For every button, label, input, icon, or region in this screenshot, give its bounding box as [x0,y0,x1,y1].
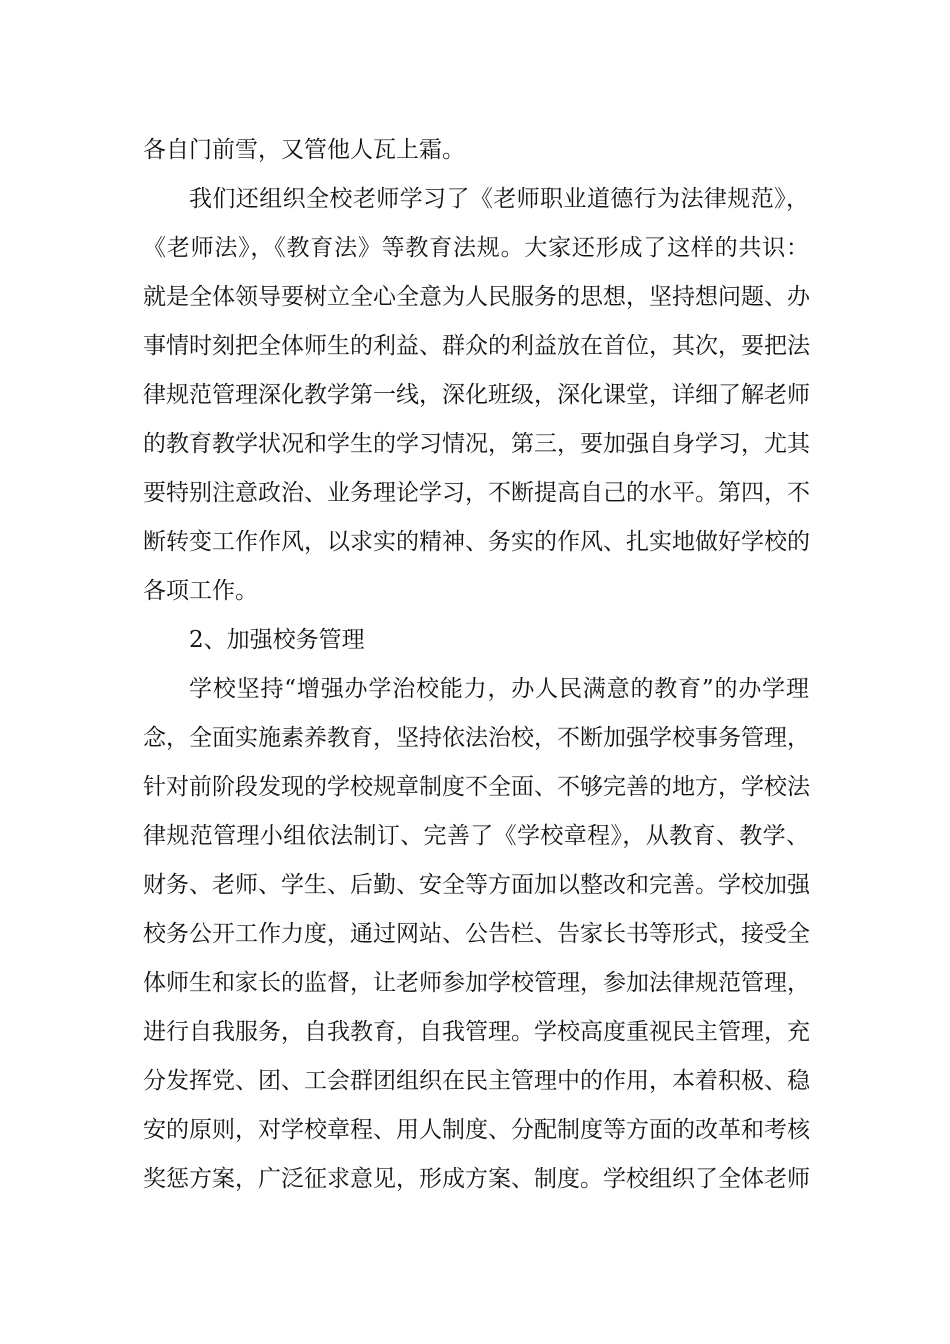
paragraph-line: 《老师法》，《教育法》等教育法规。大家还形成了这样的共识： [143,235,809,261]
paragraph-line: 就是全体领导要树立全心全意为人民服务的思想，坚持想问题、办 [143,284,810,310]
paragraph-line: 的教育教学状况和学生的学习情况，第三，要加强自身学习，尤其 [143,431,810,457]
paragraph-line: 各自门前雪，又管他人瓦上霜。 [143,137,465,163]
paragraph-line: 分发挥党、团、工会群团组织在民主管理中的作用，本着积极、稳 [143,1068,810,1094]
paragraph-line: 财务、老师、学生、后勤、安全等方面加以整改和完善。学校加强 [143,872,810,898]
paragraph-line: 律规范管理小组依法制订、完善了《学校章程》，从教育、教学、 [143,823,809,849]
paragraph-line: 律规范管理深化教学第一线，深化班级，深化课堂，详细了解老师 [143,382,810,408]
section-heading: 2、加强校务管理 [189,627,365,653]
paragraph-line: 事情时刻把全体师生的利益、群众的利益放在首位，其次，要把法 [143,333,810,359]
paragraph-line: 进行自我服务，自我教育，自我管理。学校高度重视民主管理，充 [143,1019,810,1045]
paragraph-line: 奖惩方案，广泛征求意见，形成方案、制度。学校组织了全体老师 [143,1166,810,1192]
paragraph-line: 学校坚持“增强办学治校能力，办人民满意的教育”的办学理 [189,676,809,702]
paragraph-line: 针对前阶段发现的学校规章制度不全面、不够完善的地方，学校法 [143,774,810,800]
paragraph-line: 断转变工作作风，以求实的精神、务实的作风、扎实地做好学校的 [143,529,810,555]
paragraph-line: 要特别注意政治、业务理论学习，不断提高自己的水平。第四，不 [143,480,810,506]
paragraph-line: 体师生和家长的监督，让老师参加学校管理，参加法律规范管理， [143,970,810,996]
body-text [143,126,809,1204]
paragraph-line: 各项工作。 [143,578,258,604]
paragraph-line: 我们还组织全校老师学习了《老师职业道德行为法律规范》， [189,186,809,212]
paragraph-line: 念，全面实施素养教育，坚持依法治校，不断加强学校事务管理， [143,725,810,751]
paragraph-line: 校务公开工作力度，通过网站、公告栏、告家长书等形式，接受全 [143,921,810,947]
paragraph-line: 安的原则，对学校章程、用人制度、分配制度等方面的改革和考核 [143,1117,810,1143]
